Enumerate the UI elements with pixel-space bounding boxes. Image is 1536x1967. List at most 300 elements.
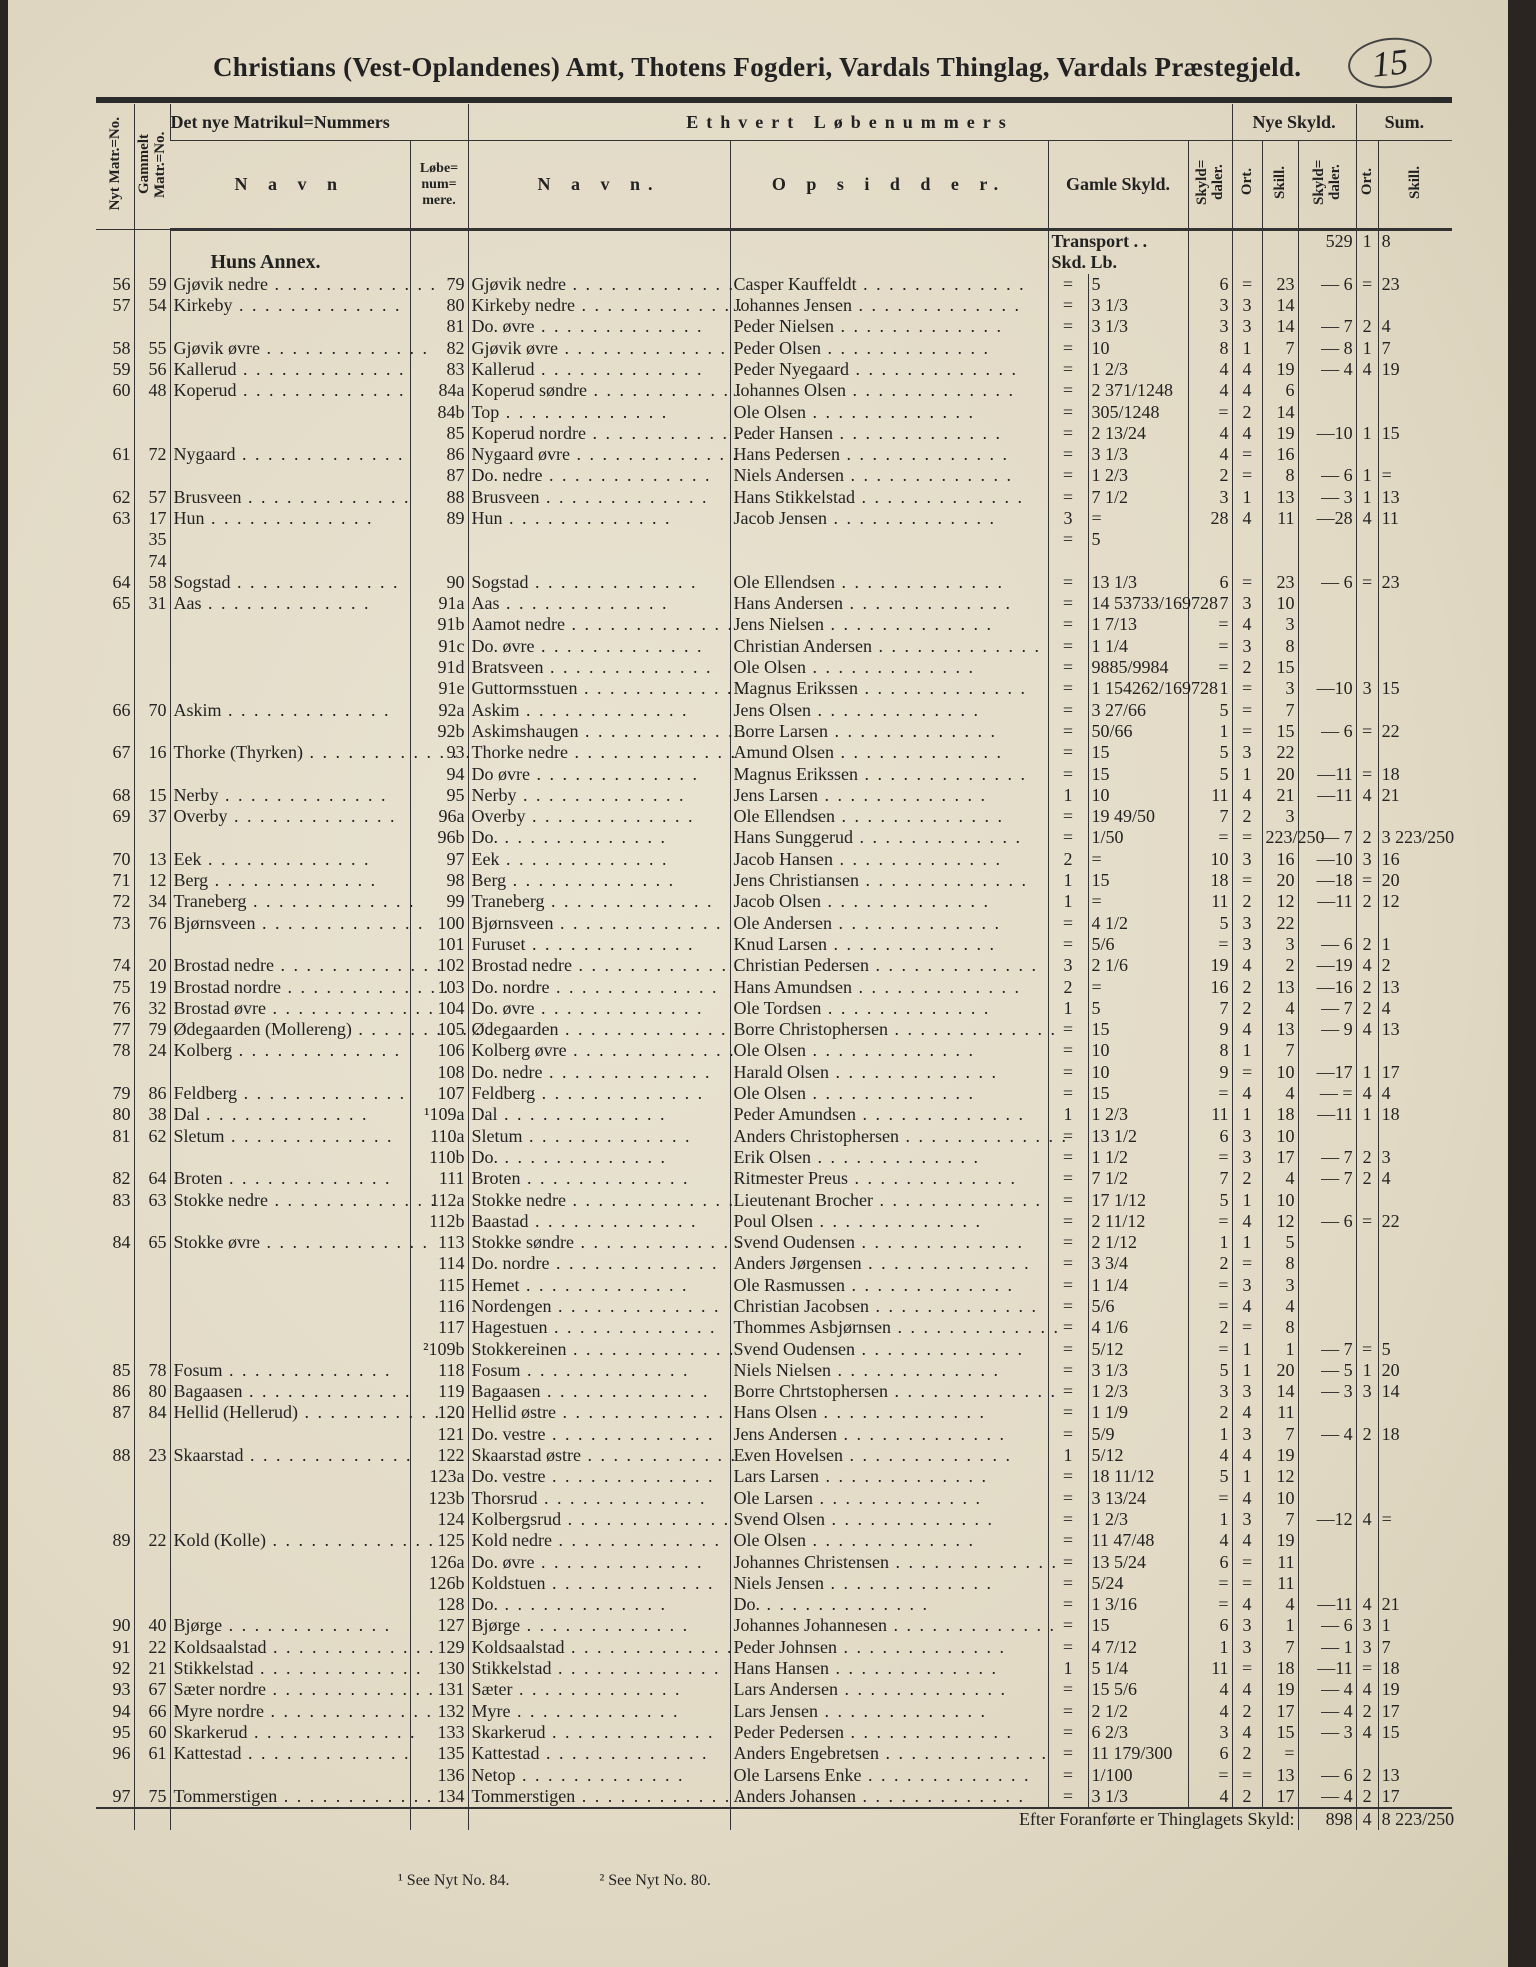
cell-sum-skill [1378,614,1452,635]
cell-lobenr: 101 [410,934,468,955]
cell-gamle-daler: 1 [1048,1445,1088,1466]
cell-nyt-matr: 91 [112,1636,131,1657]
cell-sum-ort [1356,1530,1378,1551]
cell-sum-daler [1298,913,1356,934]
lobe-navn-text: Eek . . [472,849,669,869]
cell-gamle-skyld: 15 [1088,763,1188,784]
cell-nye-ort: 1 [1232,763,1262,784]
transport-sum-ort: 1 [1356,230,1378,253]
cell-lobenr: 130 [410,1658,468,1679]
cell-nyt-matr: 84 [112,1232,131,1253]
cell-nye-skill: 4 [1262,998,1298,1019]
table-row [96,1700,1452,1721]
cell-opsidder [730,636,1048,657]
cell-gamle-skyld: 2 371/1248 [1088,380,1188,401]
table-row [96,657,1452,678]
cell-nye-ort: 3 [1232,913,1262,934]
cell-navn [170,423,410,444]
cell-lobenr: 84a [410,380,468,401]
cell-sum-skill: 11 [1378,508,1452,529]
navn-text: Tommerstigen . . [174,1786,447,1806]
cell-gamle-skyld: = [1088,849,1188,870]
lobe-navn-text: Do. nedre . . [472,1062,712,1082]
cell-sum-skill [1378,1402,1452,1423]
cell-lobe-navn [468,529,730,550]
cell-sum-daler: — 7 [1298,998,1356,1019]
cell-gammelt-matr: 20 [134,955,170,976]
table-row [96,337,1452,358]
cell-opsidder [730,1615,1048,1636]
cell-nye-skill: 7 [1262,700,1298,721]
opsidder-text: Jacob Hansen . . [734,849,1002,869]
total-skill: 8 223/250 [1378,1808,1452,1830]
opsidder-text: Ole Ellendsen . . [734,806,1004,826]
cell-opsidder [730,700,1048,721]
navn-text: Feldberg . . [174,1083,407,1103]
cell-lobe-navn [468,316,730,337]
cell-nye-skill: 19 [1262,359,1298,380]
total-label: Efter Foranførte er Thinglagets Skyld: [730,1808,1298,1830]
cell-gamle-skyld: 1 2/3 [1088,1381,1188,1402]
cell-lobenr: 112b [410,1211,468,1232]
cell-gammelt-matr: 23 [134,1445,170,1466]
cell-navn [170,678,410,699]
cell-sum-ort [1356,401,1378,422]
cell-sum-skill: = [1378,1509,1452,1530]
cell-gammelt-matr [134,934,170,955]
table-row [96,550,1452,571]
lobe-navn-text: Furuset . . [472,934,695,954]
lobe-navn-text: Koldsaalstad . . [472,1637,734,1657]
cell-gamle-daler: = [1048,465,1088,486]
lobe-navn-text: Stokke søndre . . [472,1232,744,1252]
cell-sum-skill [1378,657,1452,678]
cell-sum-daler: —10 [1298,678,1356,699]
cell-gammelt-matr: 37 [134,806,170,827]
cell-navn [170,934,410,955]
cell-navn [170,593,410,614]
cell-sum-daler [1298,1232,1356,1253]
navn-text: Sæter nordre . . [174,1679,435,1699]
cell-lobenr [410,550,468,571]
cell-gamle-skyld: 18 11/12 [1088,1466,1188,1487]
cell-nye-daler: 3 [1188,1722,1232,1743]
cell-gamle-skyld: 11 47/48 [1088,1530,1188,1551]
cell-navn [170,1573,410,1594]
cell-gamle-skyld: 2 1/12 [1088,1232,1188,1253]
opsidder-text: Christian Andersen . . [734,636,1041,656]
cell-nye-skill: 12 [1262,891,1298,912]
cell-lobenr: 126a [410,1551,468,1572]
cell-sum-skill [1378,550,1452,571]
cell-lobe-navn [468,1743,730,1764]
opsidder-text: Ole Olsen . . [734,657,975,677]
cell-sum-daler: — 4 [1298,1786,1356,1808]
cell-nye-daler: 5 [1188,1360,1232,1381]
cell-opsidder [730,550,1048,571]
cell-gamle-skyld: 3 13/24 [1088,1488,1188,1509]
opsidder-text: Ole Tordsen . . [734,998,991,1018]
cell-nye-ort: 3 [1232,742,1262,763]
cell-lobe-navn [468,1573,730,1594]
cell-gamle-daler: = [1048,1573,1088,1594]
table-row [96,913,1452,934]
cell-sum-ort: 4 [1356,508,1378,529]
cell-lobe-navn [468,380,730,401]
cell-opsidder [730,806,1048,827]
table-row [96,934,1452,955]
table-row [96,827,1452,848]
cell-sum-daler: — 4 [1298,1679,1356,1700]
table-row [96,1062,1452,1083]
col-nyt-matr: Nyt Matr.=No. [96,104,134,230]
lobe-navn-text: Feldberg . . [472,1083,705,1103]
cell-sum-skill [1378,1040,1452,1061]
navn-text: Bjørnsveen . . [174,913,425,933]
cell-nye-skill: 15 [1262,657,1298,678]
cell-gammelt-matr [134,1211,170,1232]
cell-navn [170,785,410,806]
cell-nye-skill: 7 [1262,1040,1298,1061]
cell-nyt-matr: 88 [112,1445,131,1466]
cell-sum-ort [1356,1573,1378,1594]
cell-nye-ort: = [1232,721,1262,742]
cell-nye-ort: 3 [1232,295,1262,316]
cell-sum-skill: 7 [1378,337,1452,358]
cell-navn [170,1232,410,1253]
table-row [96,1147,1452,1168]
cell-nye-skill: 1 [1262,1338,1298,1359]
cell-nye-skill: 18 [1262,1104,1298,1125]
cell-nyt-matr: 64 [112,571,131,592]
cell-sum-ort: 1 [1356,337,1378,358]
navn-text: Dal . . [174,1104,369,1124]
cell-gamle-daler: = [1048,423,1088,444]
table-row [96,785,1452,806]
cell-nye-skill: 5 [1262,1232,1298,1253]
opsidder-text: Do. . . [734,1594,930,1614]
cell-sum-ort [1356,1275,1378,1296]
table-row [96,1573,1452,1594]
cell-nye-skill: 3 [1262,1275,1298,1296]
cell-nye-daler: 4 [1188,1530,1232,1551]
cell-sum-skill: 18 [1378,1424,1452,1445]
navn-text: Nygaard . . [174,444,405,464]
cell-sum-skill [1378,1445,1452,1466]
cell-sum-skill: 23 [1378,572,1452,593]
cell-gamle-daler: = [1048,678,1088,699]
lobe-navn-text: Stikkelstad . . [472,1658,721,1678]
opsidder-text: Erik Olsen . . [734,1147,980,1167]
cell-navn [170,550,410,571]
cell-nye-daler [1188,529,1232,550]
cell-gammelt-matr [134,1573,170,1594]
cell-nyt-matr [96,1338,134,1359]
cell-gamle-daler: = [1048,316,1088,337]
cell-sum-skill: 4 [1378,1168,1452,1189]
cell-opsidder [730,465,1048,486]
cell-sum-daler: — = [1298,1083,1356,1104]
cell-gamle-skyld: 1 2/3 [1088,1104,1188,1125]
cell-nyt-matr: 92 [112,1658,131,1679]
cell-opsidder [730,1019,1048,1040]
cell-gammelt-matr: 15 [134,785,170,806]
cell-opsidder [730,657,1048,678]
lobe-navn-text: Sogstad . . [472,572,698,592]
footnotes [398,1872,711,1890]
cell-sum-daler [1298,1445,1356,1466]
cell-navn [170,337,410,358]
cell-nye-daler: 1 [1188,1637,1232,1658]
cell-nye-daler: 5 [1188,700,1232,721]
cell-opsidder [730,1700,1048,1721]
cell-navn [170,1360,410,1381]
cell-nye-skill: 7 [1262,337,1298,358]
cell-sum-ort: 3 [1356,678,1378,699]
cell-nyt-matr: 82 [112,1168,131,1189]
cell-lobe-navn [468,636,730,657]
opsidder-text: Hans Sunggerud . . [734,827,1023,847]
cell-opsidder [730,1488,1048,1509]
table-row [96,1402,1452,1423]
cell-nye-daler: 8 [1188,1040,1232,1061]
lobe-navn-text: Broten . . [472,1168,690,1188]
cell-nyt-matr: 68 [112,784,131,805]
cell-lobenr: 114 [410,1253,468,1274]
cell-lobe-navn [468,337,730,358]
cell-lobenr: 123a [410,1466,468,1487]
cell-sum-skill [1378,1530,1452,1551]
cell-lobenr: 125 [410,1530,468,1551]
cell-nye-ort: 4 [1232,508,1262,529]
cell-nye-ort: = [1232,870,1262,891]
cell-sum-ort: = [1356,1658,1378,1679]
cell-sum-daler [1298,593,1356,614]
cell-lobenr: 91c [410,636,468,657]
cell-gammelt-matr: 76 [134,913,170,934]
cell-navn [170,529,410,550]
cell-gammelt-matr [134,1764,170,1785]
col-sum-skill: Skill. [1378,141,1452,230]
cell-sum-ort: 2 [1356,1168,1378,1189]
cell-opsidder [730,274,1048,295]
cell-gamle-daler [1048,550,1088,571]
opsidder-text: Anders Christophersen . . [734,1126,1068,1146]
cell-sum-skill [1378,1296,1452,1317]
cell-nye-skill: 11 [1262,1573,1298,1594]
transport-sum-skill: 8 [1378,230,1452,253]
cell-nye-daler: 3 [1188,1381,1232,1402]
cell-gamle-daler: 1 [1048,870,1088,891]
cell-gamle-skyld: 5/9 [1088,1424,1188,1445]
cell-nyt-matr [96,827,134,848]
cell-sum-daler: —16 [1298,976,1356,997]
cell-navn [170,1211,410,1232]
cell-nye-skill: 23 [1262,274,1298,295]
cell-sum-daler: — 1 [1298,1637,1356,1658]
cell-navn [170,636,410,657]
cell-gammelt-matr [134,614,170,635]
cell-gammelt-matr [134,401,170,422]
navn-text: Fosum . . [174,1360,392,1380]
opsidder-text: Harald Olsen . . [734,1062,998,1082]
table-row [96,1381,1452,1402]
opsidder-text: Jens Nielsen . . [734,614,993,634]
cell-nye-daler: = [1188,636,1232,657]
cell-nye-ort: 3 [1232,849,1262,870]
cell-lobenr: 82 [410,337,468,358]
cell-nye-skill: 8 [1262,1253,1298,1274]
cell-gamle-daler: = [1048,1168,1088,1189]
lobe-navn-text: Do. vestre . . [472,1424,715,1444]
cell-sum-skill: 19 [1378,359,1452,380]
cell-lobe-navn [468,742,730,763]
cell-opsidder [730,1338,1048,1359]
cell-sum-skill [1378,1189,1452,1210]
cell-nye-skill: 13 [1262,1764,1298,1785]
cell-sum-daler: — 7 [1298,1168,1356,1189]
cell-opsidder [730,1147,1048,1168]
cell-gamle-skyld: 10 [1088,337,1188,358]
cell-sum-ort [1356,1253,1378,1274]
cell-opsidder [730,1125,1048,1146]
cell-lobenr: 100 [410,913,468,934]
cell-lobe-navn [468,1466,730,1487]
cell-gamle-skyld: 1 1/4 [1088,1275,1188,1296]
cell-lobenr: 124 [410,1509,468,1530]
cell-sum-daler: —11 [1298,1658,1356,1679]
cell-nye-skill: 1 [1262,1615,1298,1636]
cell-sum-daler [1298,1189,1356,1210]
cell-nye-daler: 7 [1188,998,1232,1019]
opsidder-text: Peder Olsen . . [734,338,990,358]
opsidder-text: Casper Kauffeldt . . [734,274,1026,294]
table-row [96,1253,1452,1274]
navn-text: Bagaasen . . [174,1381,412,1401]
opsidder-text: Lars Andersen . . [734,1679,1007,1699]
cell-sum-skill: 7 [1378,1637,1452,1658]
cell-sum-skill [1378,295,1452,316]
cell-nye-daler: 7 [1188,806,1232,827]
cell-opsidder [730,1360,1048,1381]
table-row [96,1424,1452,1445]
cell-gamle-skyld: 17 1/12 [1088,1189,1188,1210]
cell-nye-skill: 4 [1262,1168,1298,1189]
cell-opsidder [730,891,1048,912]
cell-nye-daler: 4 [1188,1786,1232,1808]
cell-gamle-skyld: 5 [1088,998,1188,1019]
cell-nye-daler: = [1188,1764,1232,1785]
cell-opsidder [730,1658,1048,1679]
opsidder-text: Even Hovelsen . . [734,1445,1012,1465]
opsidder-text: Jens Larsen . . [734,785,987,805]
cell-nyt-matr: 95 [112,1721,131,1742]
cell-gamle-daler: = [1048,1189,1088,1210]
cell-sum-ort [1356,913,1378,934]
cell-lobenr: ²109b [410,1338,468,1359]
lobe-navn-text: Fosum . . [472,1360,690,1380]
cell-gammelt-matr: 57 [134,487,170,508]
cell-sum-daler: —11 [1298,785,1356,806]
cell-sum-skill: 16 [1378,849,1452,870]
cell-lobe-navn [468,1722,730,1743]
cell-sum-ort: 1 [1356,1360,1378,1381]
cell-lobe-navn [468,1402,730,1423]
cell-nye-ort: 2 [1232,1743,1262,1764]
cell-sum-ort [1356,636,1378,657]
opsidder-text: Ole Andersen . . [734,913,1001,933]
cell-nye-daler: 2 [1188,465,1232,486]
cell-nye-skill: 23 [1262,572,1298,593]
cell-gammelt-matr [134,678,170,699]
lobe-navn-text: Do. øvre . . [472,1552,704,1572]
cell-opsidder [730,827,1048,848]
cell-gamle-daler: 2 [1048,849,1088,870]
cell-lobenr: 99 [410,891,468,912]
cell-opsidder [730,1168,1048,1189]
cell-nye-daler: = [1188,1573,1232,1594]
cell-nye-ort: = [1232,1573,1262,1594]
cell-lobe-navn [468,359,730,380]
cell-opsidder [730,401,1048,422]
cell-nyt-matr: 62 [112,486,131,507]
page-title: Christians (Vest-Oplandenes) Amt, Thotens Fogderi, Vardals Thinglag, Vardals Præstegjeld. [213,52,1302,82]
cell-nye-skill: 21 [1262,785,1298,806]
cell-navn [170,1296,410,1317]
cell-gammelt-matr: 34 [134,891,170,912]
cell-nye-ort: 3 [1232,1509,1262,1530]
cell-gammelt-matr: 74 [134,550,170,571]
cell-sum-daler [1298,1488,1356,1509]
table-row [96,380,1452,401]
col-opsidder: O p s i d d e r. [730,141,1048,230]
cell-lobenr: 115 [410,1275,468,1296]
cell-gamle-daler: = [1048,1338,1088,1359]
col-skill: Skill. [1262,141,1298,230]
cell-nye-ort: = [1232,1253,1262,1274]
cell-nye-ort: 3 [1232,1615,1262,1636]
cell-gammelt-matr: 64 [134,1168,170,1189]
cell-sum-ort: 4 [1356,1019,1378,1040]
cell-lobenr: 134 [410,1786,468,1808]
cell-gamle-daler: = [1048,1466,1088,1487]
cell-nyt-matr [96,1764,134,1785]
cell-sum-skill [1378,1275,1452,1296]
cell-navn [170,1253,410,1274]
cell-nye-daler: 18 [1188,870,1232,891]
cell-nye-skill: 4 [1262,1594,1298,1615]
cell-navn [170,1679,410,1700]
opsidder-text: Hans Amundsen . . [734,977,1022,997]
cell-sum-daler: —11 [1298,891,1356,912]
table-row [96,955,1452,976]
cell-nye-daler: 3 [1188,487,1232,508]
cell-lobe-navn [468,1019,730,1040]
lobe-navn-text: Hagestuen . . [472,1317,717,1337]
cell-gamle-daler: = [1048,337,1088,358]
cell-nyt-matr: 71 [112,870,131,891]
transport-sum-daler: 529 [1298,230,1356,253]
cell-nyt-matr [96,1211,134,1232]
cell-lobenr: 80 [410,295,468,316]
cell-nye-daler: 6 [1188,572,1232,593]
cell-nye-skill: 12 [1262,1466,1298,1487]
cell-gamle-skyld: 5 1/4 [1088,1658,1188,1679]
cell-nye-skill: 19 [1262,1679,1298,1700]
cell-nye-ort: 3 [1232,1637,1262,1658]
cell-sum-daler: — 6 [1298,934,1356,955]
cell-gamle-daler: = [1048,827,1088,848]
